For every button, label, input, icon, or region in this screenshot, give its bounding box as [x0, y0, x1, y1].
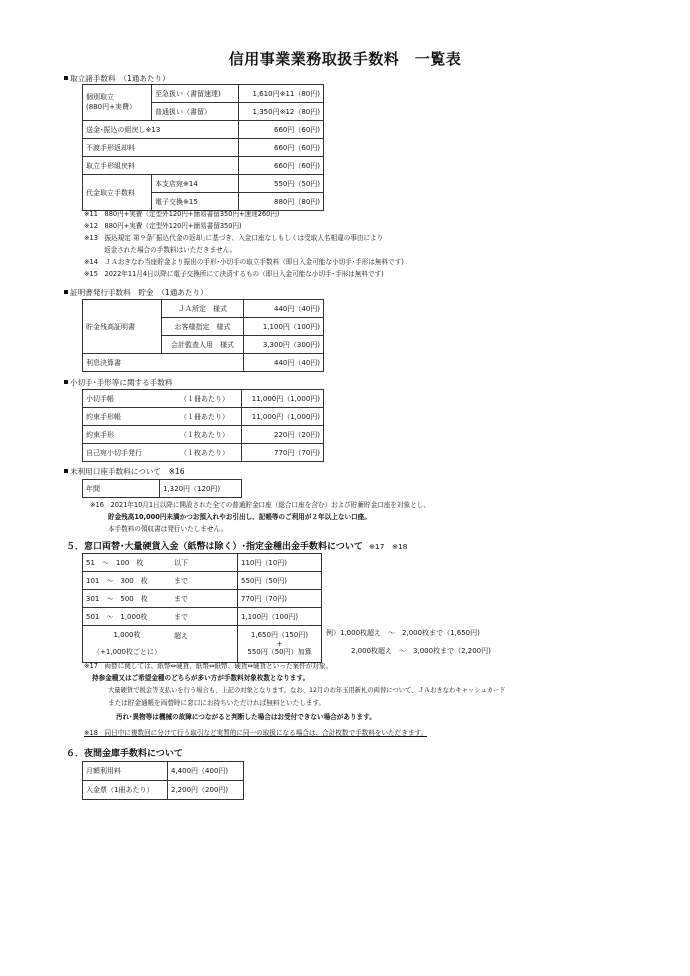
note-11: ※11 880円+実費（定型外120円+簡易書留350円+速達260円) — [84, 210, 280, 218]
certificate-fee-table — [82, 299, 324, 372]
note-16-bold: 貯金残高10,000円未満かつお預入れやお引出し、記帳等のご利用が２年以上ない口座。 — [108, 513, 371, 521]
risoku-fee: 440円（40円) — [244, 354, 324, 372]
table-row-label: 不渡手形返却料 — [83, 139, 239, 157]
table-row-fee: 660円（60円) — [239, 157, 324, 175]
table-row-fee: 770円（70円) — [238, 590, 322, 608]
table-row-unit: （１枚あたり） — [177, 426, 242, 444]
table-row-range: 101 ～ 300 枚 — [83, 572, 172, 590]
note-12: ※12 880円+実費（定型外120円+簡易書留350円) — [84, 222, 242, 230]
table-row-fee: 11,000円（1,000円) — [242, 408, 324, 426]
note-18: ※18 同日中に複数回に分けて行う取引など実質的に同一の取扱になる場合は、合計枚数で手数料をいただきます。 — [84, 729, 428, 737]
table-row-label: 約束手形帳 — [83, 408, 178, 426]
table-row-fee: 440円（40円) — [244, 300, 324, 318]
table-row-fee: 110円（10円) — [238, 554, 322, 572]
daikin-label: 代金取立手数料 — [83, 175, 152, 211]
honshiten-label: 本支店宛※14 — [152, 175, 239, 193]
denshi-fee: 880円（80円) — [239, 193, 324, 211]
check-fee-table — [82, 389, 324, 462]
exchange-fee-table — [82, 553, 322, 663]
denshi-label: 電子交換※15 — [152, 193, 239, 211]
table-row-range: 301 ～ 500 枚 — [83, 590, 172, 608]
note-17-coins-cont: または貯金通帳を両替時に窓口にお持ちいただければ無料といたします。 — [108, 699, 326, 707]
note-17-foreign: 汚れ･異物等は機械の故障につながると判断した場合はお受付できない場合があります。 — [116, 713, 376, 721]
table-row-label: 送金･振込の組戻し※13 — [83, 121, 239, 139]
table-row-unit: （１冊あたり） — [177, 390, 242, 408]
note-16: ※16 2021年10月1日以降に開設された全ての普通貯金口座（総合口座を含む）および貯蓄貯金口座を対象とし、 — [90, 501, 430, 509]
nen-fee: 1,320円（120円) — [160, 480, 242, 498]
over-range — [83, 626, 172, 663]
note-13-cont: 返金された場合の手数料はいただきません。 — [104, 246, 237, 254]
example-1: 例）1,000枚超え ～ 2,000枚まで（1,650円) — [326, 629, 480, 637]
table-row-fee: 550円（50円) — [238, 572, 322, 590]
note-17-bold: 持参金種又はご希望金種のどちらが多い方が手数料対象枚数となります。 — [92, 674, 310, 682]
note-17-coins: 大量硬貨で税金等支払いを行う場合も、上記の対象となります。なお、12月のお年玉用新札の両替について、ＪＡおきなわキャッシュカード — [108, 687, 506, 694]
section-header-label: 未利用口座手数料について ※16 — [70, 467, 185, 476]
over-cond: 超え — [171, 626, 238, 663]
shikyu-label: 至急扱い（書留速達) — [152, 85, 239, 103]
table-row-range: 501 ～ 1,000枚 — [83, 608, 172, 626]
table-row-fee: 11,000円（1,000円) — [242, 390, 324, 408]
table-row-label: お客様指定 様式 — [162, 318, 244, 336]
table-row-fee: 1,100円（100円) — [244, 318, 324, 336]
table-row-fee: 2,200円（200円) — [168, 781, 244, 800]
table-row-cond: まで — [171, 608, 238, 626]
table-row-label: 会計監査人用 様式 — [162, 336, 244, 354]
table-row-cond: 以下 — [171, 554, 238, 572]
night-safe-fee-table — [82, 761, 244, 800]
section-header-label: 証明書発行手数料 貯金 （1通あたり） — [70, 288, 208, 297]
note-16-receipt: 本手数料の領収書は発行いたしません。 — [108, 525, 228, 533]
table-row-label: 自己宛小切手発行 — [83, 444, 178, 462]
table-row-label: 小切手帳 — [83, 390, 178, 408]
section-header-night-safe-fees: ６．夜間金庫手数料について — [66, 749, 183, 759]
honshiten-fee: 550円（50円) — [239, 175, 324, 193]
shikyu-fee: 1,610円※11（80円) — [239, 85, 324, 103]
note-13: ※13 振込規定 第９条｢振込代金の返却｣に基づき、入金口座なしもしくは受取人名相違の事由により — [84, 234, 384, 242]
table-row-cond: まで — [171, 572, 238, 590]
section-header-dormant-fees — [64, 466, 185, 477]
nen-label: 年間 — [83, 480, 160, 498]
over-count: 1,000枚 — [113, 631, 141, 640]
note-17: ※17 両替に関しては、紙幣⇔硬貨、紙幣⇔紙幣、硬貨⇔硬貨といった案件が対象。 — [84, 662, 333, 670]
table-row-fee: 660円（60円) — [239, 139, 324, 157]
section-header-collection-fees — [64, 73, 170, 84]
kobetsu-label: 個別取立 (880円+実費） — [83, 85, 152, 121]
table-row-label: 約束手形 — [83, 426, 178, 444]
page-title: 信用事業業務取扱手数料 一覧表 — [228, 50, 462, 68]
section-header-exchange-fees: ５．窓口両替･大量硬貨入金（紙幣は除く）･指定金種出金手数料について ※17 ※18 — [66, 542, 408, 552]
table-row-unit: （１枚あたり） — [177, 444, 242, 462]
table-row-label: 月額利用料 — [83, 762, 168, 781]
table-row-cond: まで — [171, 590, 238, 608]
dormant-fee-table — [82, 479, 242, 498]
futsu-fee: 1,350円※12（80円) — [239, 103, 324, 121]
table-row-fee: 1,100円（100円) — [238, 608, 322, 626]
table-row-label: ＪＡ所定 様式 — [162, 300, 244, 318]
table-row-fee: 4,400円（400円) — [168, 762, 244, 781]
section-header-label: 取立諸手数料 （1通あたり） — [70, 74, 170, 83]
risoku-label: 利息決算書 — [83, 354, 244, 372]
futsu-label: 普通扱い（書留） — [152, 103, 239, 121]
over-increment: （+1,000枚ごとに） — [93, 648, 161, 656]
zandaka-label: 貯金残高証明書 — [83, 300, 162, 354]
table-row-label: 入金票（1冊あたり） — [83, 781, 168, 800]
collection-fee-table — [82, 84, 324, 211]
table-row-fee: 660円（60円) — [239, 121, 324, 139]
example-2: 2,000枚超え ～ 3,000枚まで（2,200円) — [351, 647, 491, 655]
header-refs: ※17 ※18 — [368, 542, 408, 551]
table-row-fee: 3,300円（300円) — [244, 336, 324, 354]
section-header-check-fees — [64, 377, 173, 388]
section-header-certificate-fees — [64, 287, 208, 298]
section-header-label: 小切手･手形等に関する手数料 — [70, 378, 173, 387]
note-15: ※15 2022年11月4日以降に電子交換所にて決済するもの（即日入金可能な小切手･手形は無料です) — [84, 270, 384, 278]
over-fee: 1,650円（150円) + 550円（50円）加算 — [238, 626, 322, 663]
note-14: ※14 ＪＡおきなわ当座貯金より振出の手形･小切手の取立手数料（即日入金可能な小切手･手形は無料です) — [84, 258, 404, 266]
table-row-fee: 770円（70円) — [242, 444, 324, 462]
table-row-unit: （１冊あたり） — [177, 408, 242, 426]
table-row-range: 51 ～ 100 枚 — [83, 554, 172, 572]
table-row-fee: 220円（20円) — [242, 426, 324, 444]
table-row-label: 取立手形組戻料 — [83, 157, 239, 175]
